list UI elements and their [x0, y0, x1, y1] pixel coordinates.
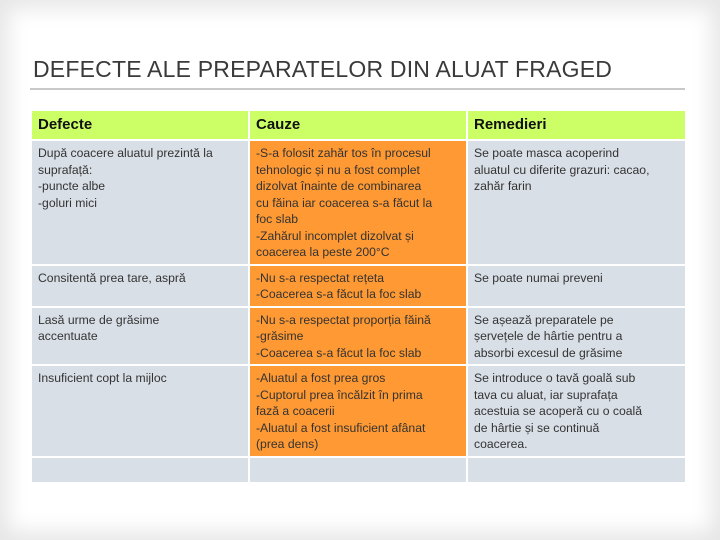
header-causes: Cauze	[249, 110, 467, 140]
table-row	[31, 365, 686, 457]
header-defects: Defecte	[31, 110, 249, 140]
cause-cell: -Aluatul a fost prea gros -Cuptorul prea încălzit în prima fază a coacerii -Aluatul a fost insuficient afânat (prea dens)	[249, 365, 467, 457]
empty-cell	[31, 457, 249, 483]
remedy-cell: Se așează preparatele pe șervețele de hârtie pentru a absorbi excesul de grăsime	[467, 307, 686, 366]
defect-cell: Consitentă prea tare, aspră	[31, 265, 249, 307]
title-underline	[30, 88, 685, 90]
cause-cell: -S-a folosit zahăr tos în procesul tehnologic și nu a fost complet dizolvat înainte de combinarea cu făina iar coacerea s-a făcut la foc slab -Zahărul incomplet dizolvat și coacerea la peste 200°C	[249, 140, 467, 265]
remedy-cell: Se introduce o tavă goală sub tava cu aluat, iar suprafața acestuia se acoperă cu o coală de hârtie și se continuă coacerea.	[467, 365, 686, 457]
table-row	[31, 307, 686, 366]
cause-cell: -Nu s-a respectat proporția făină -grăsime -Coacerea s-a făcut la foc slab	[249, 307, 467, 366]
table-row	[31, 140, 686, 265]
table-row	[31, 265, 686, 307]
header-remedies: Remedieri	[467, 110, 686, 140]
defect-cell: Lasă urme de grăsime accentuate	[31, 307, 249, 366]
empty-cell	[467, 457, 686, 483]
defects-table	[30, 109, 687, 484]
defect-cell: După coacere aluatul prezintă la suprafață: -puncte albe -goluri mici	[31, 140, 249, 265]
remedy-cell: Se poate numai preveni	[467, 265, 686, 307]
empty-cell	[249, 457, 467, 483]
table-header-row	[31, 110, 686, 140]
remedy-cell: Se poate masca acoperind aluatul cu diferite grazuri: cacao, zahăr farin	[467, 140, 686, 265]
table-row-empty	[31, 457, 686, 483]
page-title: DEFECTE ALE PREPARATELOR DIN ALUAT FRAGED	[33, 56, 613, 82]
cause-cell: -Nu s-a respectat rețeta -Coacerea s-a făcut la foc slab	[249, 265, 467, 307]
defect-cell: Insuficient copt la mijloc	[31, 365, 249, 457]
